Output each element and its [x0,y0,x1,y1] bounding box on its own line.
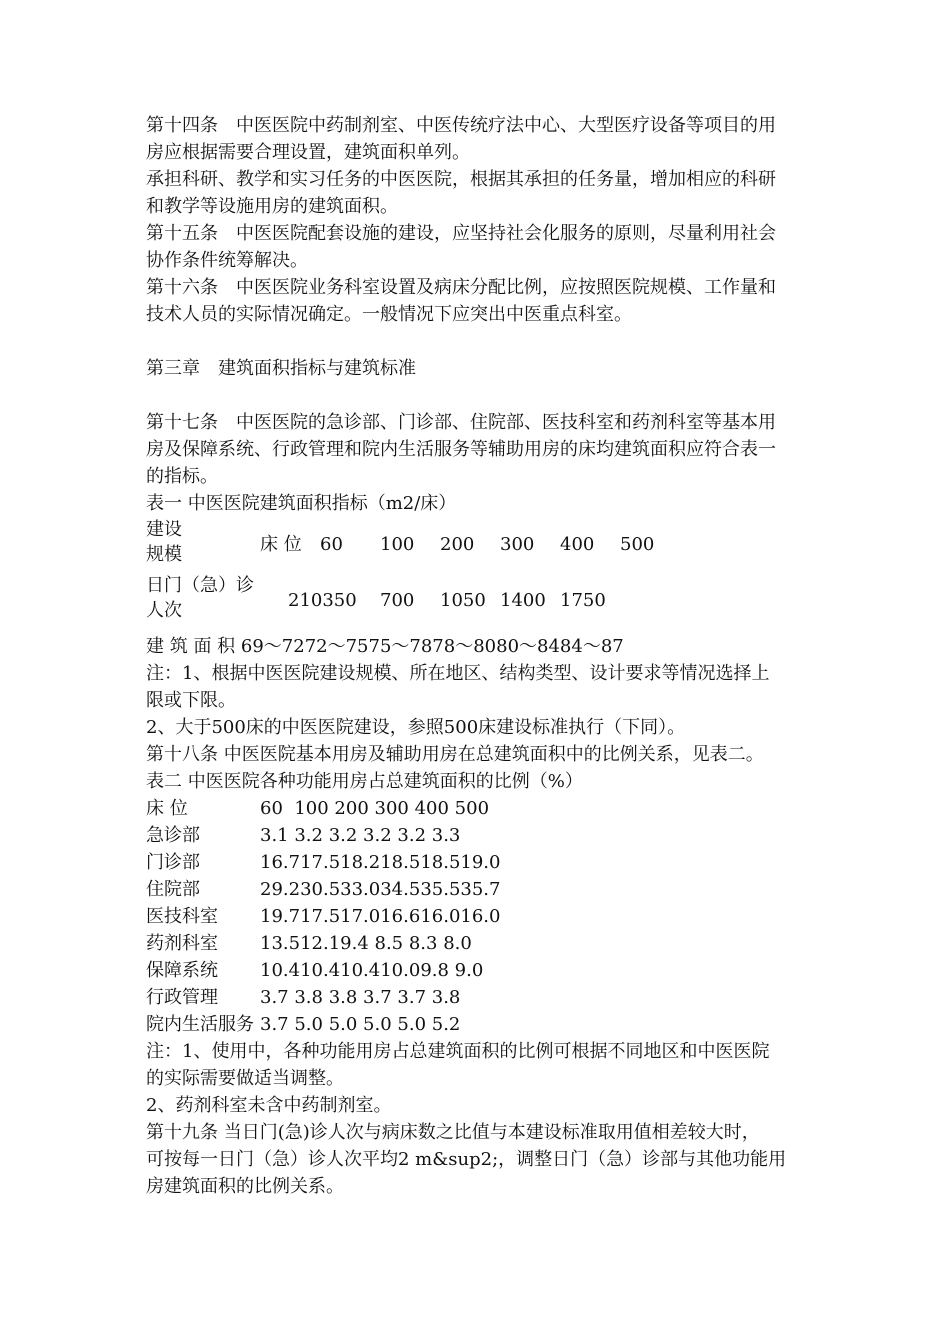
text-line: 限或下限。 [146,690,236,711]
text-line: 注：1、使用中，各种功能用房占总建筑面积的比例可根据不同地区和中医医院 [146,1041,770,1062]
article-15 [146,220,812,274]
article-19 [146,1119,812,1200]
table-row: 床 位 60 100 200 300 400 500 [146,798,490,819]
text-line: 房应根据需要合理设置，建筑面积单列。 [146,142,470,163]
text-line: 可按每一日门（急）诊人次平均2 m&sup2;，调整日门（急）诊部与其他功能用 [146,1149,787,1170]
table-row: 保障系统 10.410.410.410.09.8 9.0 [146,960,484,981]
text-line: 和教学等设施用房的建筑面积。 [146,196,398,217]
text-line: 房建筑面积的比例关系。 [146,1176,344,1197]
table1-note [146,660,812,741]
text-line: 承担科研、教学和实习任务的中医医院，根据其承担的任务量，增加相应的科研 [146,169,776,190]
table1-cell: 210350 [288,590,357,611]
article-16 [146,274,812,328]
table-row: 医技科室 19.717.517.016.616.016.0 [146,906,501,927]
table-row: 门诊部 16.717.518.218.518.519.0 [146,852,501,873]
article-17 [146,409,812,490]
text-line: 的指标。 [146,466,218,487]
table1-row-visits [146,573,812,629]
table2-title: 表二 中医医院各种功能用房占总建筑面积的比例（%） [146,771,583,792]
table1-cell: 1050 [440,590,486,611]
table-row: 药剂科室 13.512.19.4 8.5 8.3 8.0 [146,933,472,954]
table1-cell: 60 [320,534,343,555]
table-row: 行政管理 3.7 3.8 3.8 3.7 3.7 3.8 [146,987,461,1008]
table-row: 院内生活服务 3.7 5.0 5.0 5.0 5.0 5.2 [146,1014,461,1035]
table1-cell: 400 [560,534,595,555]
text-line: 2、大于500床的中医医院建设，参照500床建设标准执行（下同）。 [146,717,686,738]
table1-cell: 1750 [560,590,606,611]
table1-unit-cell: 床 位 [260,534,302,555]
text-line: 第十九条 当日门(急)诊人次与病床数之比值与本建设标准取用值相差较大时， [146,1122,760,1143]
text-line: 第十七条 中医医院的急诊部、门诊部、住院部、医技科室和药剂科室等基本用 [146,412,776,433]
table1-cell: 1400 [500,590,546,611]
table1-cell: 500 [620,534,655,555]
text-line: 技术人员的实际情况确定。一般情况下应突出中医重点科室。 [146,304,632,325]
table1-row-scale [146,517,812,573]
text-line: 第十四条 中医医院中药制剂室、中医传统疗法中心、大型医疗设备等项目的用 [146,115,776,136]
article-14-supplement [146,166,812,220]
text-line: 房及保障系统、行政管理和院内生活服务等辅助用房的床均建筑面积应符合表一 [146,439,776,460]
text-line: 注：1、根据中医医院建设规模、所在地区、结构类型、设计要求等情况选择上 [146,663,770,684]
text-line: 2、药剂科室未含中药制剂室。 [146,1095,392,1116]
table1-row-area: 建 筑 面 积 69～7272～7575～7878～8080～8484～87 [146,636,624,657]
text-line: 第十五条 中医医院配套设施的建设，应坚持社会化服务的原则，尽量利用社会 [146,223,776,244]
table1-cell: 100 [380,534,415,555]
text-line: 的实际需要做适当调整。 [146,1068,344,1089]
document-page [146,112,812,1200]
article-18: 第十八条 中医医院基本用房及辅助用房在总建筑面积中的比例关系，见表二。 [146,744,764,765]
text-line: 协作条件统筹解决。 [146,250,308,271]
table1-title: 表一 中医医院建筑面积指标（m2/床） [146,493,457,514]
table1-row-label: 建设 规模 [146,519,182,565]
table1-cell: 700 [380,590,415,611]
table2 [146,795,812,1038]
table1-cell: 300 [500,534,535,555]
table1-row-label: 日门（急）诊 人次 [146,575,254,621]
table-row: 住院部 29.230.533.034.535.535.7 [146,879,501,900]
table2-note [146,1038,812,1119]
table-row: 急诊部 3.1 3.2 3.2 3.2 3.2 3.3 [146,825,461,846]
article-14 [146,112,812,166]
text-line: 第十六条 中医医院业务科室设置及病床分配比例，应按照医院规模、工作量和 [146,277,776,298]
table1-cell: 200 [440,534,475,555]
chapter-heading: 第三章 建筑面积指标与建筑标准 [146,358,416,379]
